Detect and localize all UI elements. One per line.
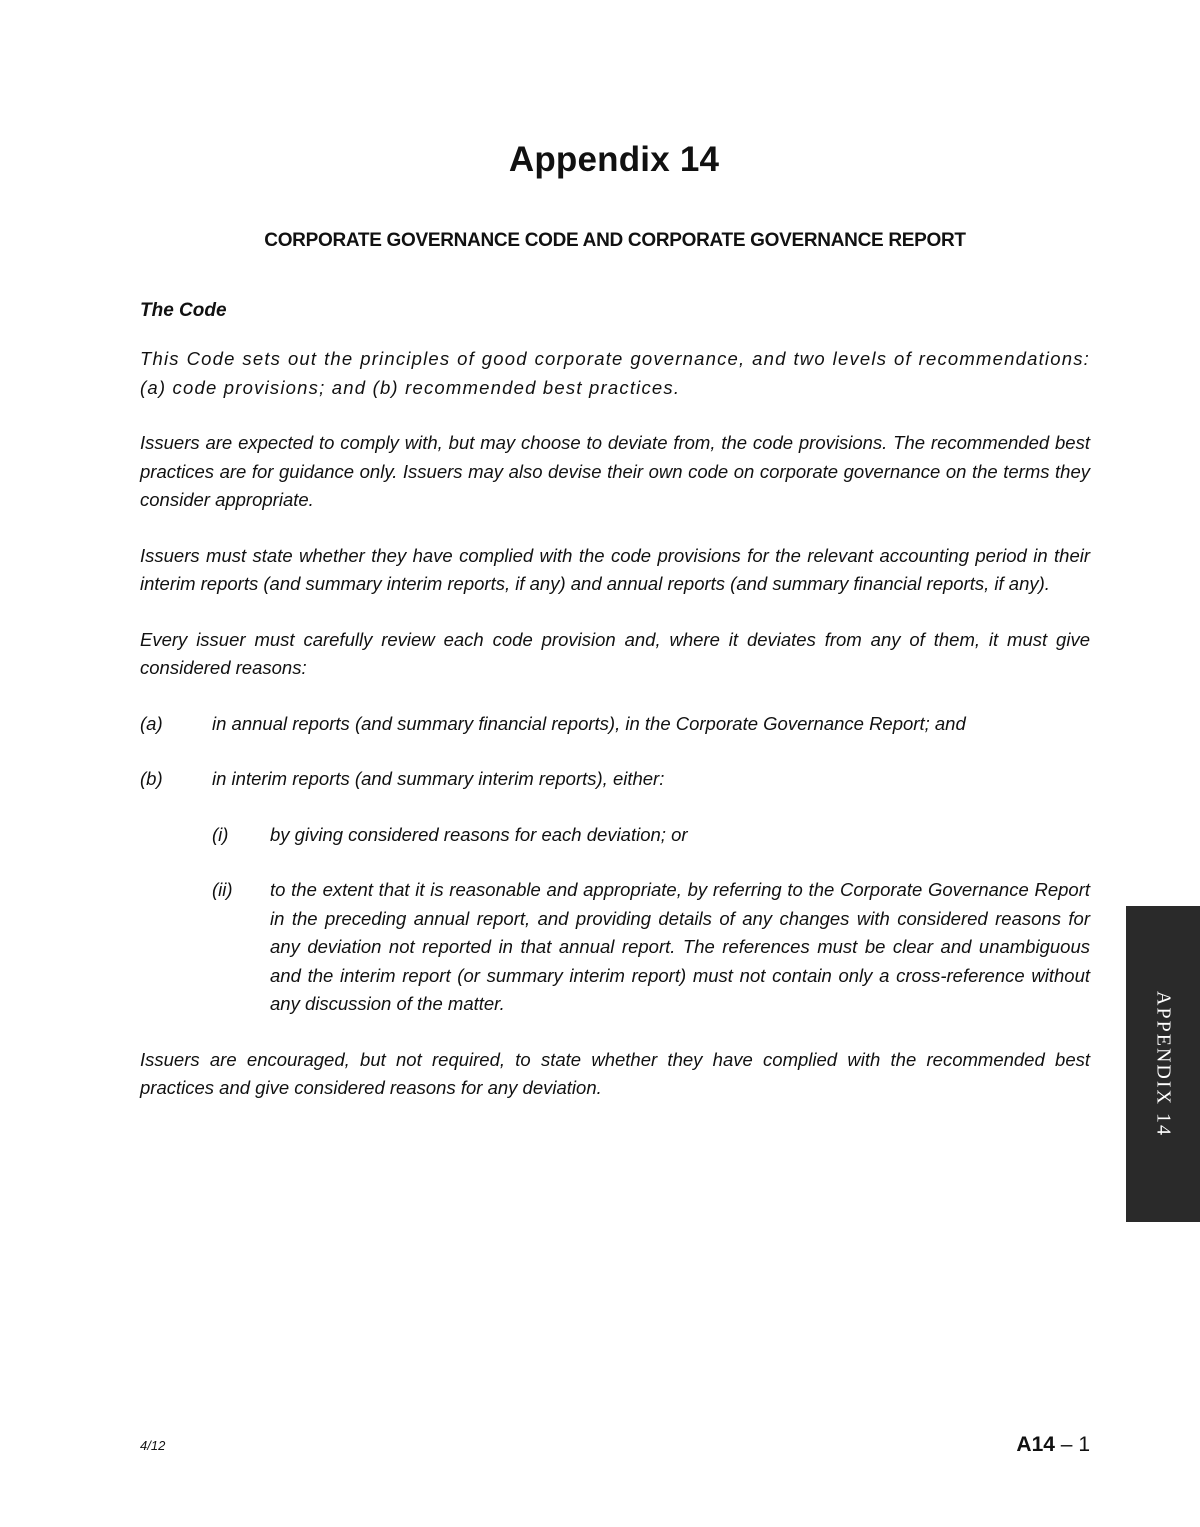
page-separator: –	[1054, 1433, 1079, 1456]
sublist-marker: (ii)	[212, 879, 233, 900]
list-item-text: in annual reports (and summary financial reports), in the Corporate Governance Report; and	[212, 712, 966, 734]
paragraph-closing: Issuers are encouraged, but not required, to state whether they have complied with the recommended best practices and give considered reasons for any deviation.	[140, 1048, 1090, 1098]
list-marker: (b)	[140, 768, 163, 789]
side-tab	[1126, 906, 1200, 1222]
page-title: Appendix 14	[508, 140, 720, 179]
paragraph-compliance: Issuers are expected to comply with, but may choose to deviate from, the code provisions. The recommended best practices are for guidance only. Issuers may also devise their own code on corporate governance on the terms they consider appropriate.	[140, 432, 1090, 510]
sublist-item-ii	[212, 876, 1090, 1019]
paragraph-review: Every issuer must carefully review each code provision and, where it deviates from any of them, it must give considered reasons:	[140, 628, 1090, 678]
page-number	[1016, 1433, 1090, 1457]
paragraph-intro: This Code sets out the principles of good corporate governance, and two levels of recommendations: (a) code provisions; and (b) recommended best practices.	[140, 348, 1090, 398]
section-title: The Code	[140, 300, 227, 321]
document-body	[140, 300, 1090, 1130]
sublist-marker: (i)	[212, 823, 229, 845]
list-item-text: in interim reports (and summary interim reports), either:	[212, 768, 665, 789]
list-item-a	[140, 710, 1090, 739]
paragraph-reporting: Issuers must state whether they have complied with the code provisions for the relevant accounting period in their interim reports (and summary interim reports, if any) and annual reports (and summary financial reports, if any).	[140, 544, 1090, 594]
page-number-value: 1	[1078, 1433, 1090, 1456]
sublist	[212, 821, 1090, 1019]
page-heading: CORPORATE GOVERNANCE CODE AND CORPORATE GOVERNANCE REPORT	[264, 230, 966, 251]
sublist-item-i	[212, 821, 1090, 850]
list-marker: (a)	[140, 712, 163, 734]
sublist-item-text: to the extent that it is reasonable and appropriate, by referring to the Corporate Governance Report in the preceding annual report, and providing details of any changes with considered reasons for any deviation not reported in that annual report. The references must be clear and unambiguous and the interim report (or summary interim report) must not contain only a cross-reference without any discussion of the matter.	[270, 879, 1090, 1014]
page-code: A14	[1016, 1433, 1055, 1456]
sublist-item-text: by giving considered reasons for each deviation; or	[270, 823, 688, 845]
list-item-b	[140, 765, 1090, 794]
side-tab-label: APPENDIX 14	[1152, 991, 1175, 1137]
footer-date: 4/12	[140, 1438, 166, 1453]
